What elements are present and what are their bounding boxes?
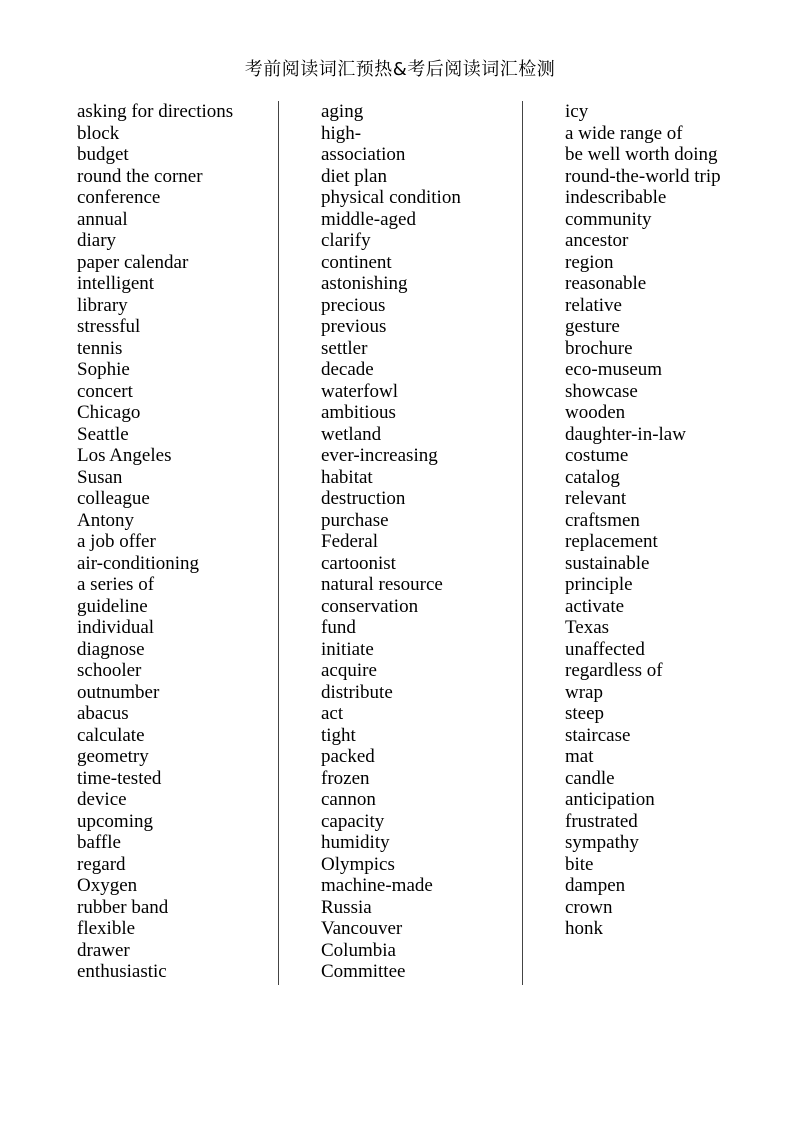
vocab-word: crown (565, 896, 613, 918)
vocab-word: conference (77, 187, 161, 208)
vocab-word: diet plan (321, 165, 387, 187)
vocab-word: schooler (77, 660, 142, 681)
vocab-word: round-the-world trip (565, 165, 721, 187)
vocab-word: dampen (565, 875, 626, 896)
vocab-word: high- (321, 122, 362, 144)
vocab-word: calculate (77, 724, 145, 746)
vocab-word: habitat (321, 466, 373, 488)
vocab-word: tight (321, 724, 356, 746)
vocab-word: Committee (321, 961, 406, 982)
vocab-word: asking for directions (77, 101, 234, 122)
vocab-word: distribute (321, 681, 393, 703)
vocab-word: replacement (565, 531, 658, 552)
vocab-word: guideline (77, 595, 148, 617)
vocab-word: frustrated (565, 810, 638, 832)
vocab-word: honk (565, 918, 603, 939)
vocab-word: be well worth doing (565, 144, 718, 165)
vocab-column-1 (77, 101, 267, 983)
vocab-word: decade (321, 359, 374, 380)
vocab-word: enthusiastic (77, 961, 167, 982)
vocab-word: continent (321, 251, 392, 273)
vocab-word: a series of (77, 574, 155, 595)
vocab-word: air-conditioning (77, 552, 200, 574)
vocab-column-2 (321, 101, 511, 983)
vocab-word: upcoming (77, 810, 153, 832)
vocab-word: unaffected (565, 638, 645, 660)
vocab-word: natural resource (321, 574, 443, 595)
vocab-word: initiate (321, 638, 374, 660)
vocab-word: wrap (565, 681, 603, 703)
vocab-word: diagnose (77, 638, 145, 660)
vocab-word: destruction (321, 488, 406, 509)
vocab-word: annual (77, 208, 128, 230)
vocab-word: concert (77, 380, 133, 402)
vocab-word: steep (565, 703, 605, 724)
vocab-word: physical condition (321, 187, 461, 208)
vocab-word: anticipation (565, 789, 655, 810)
vocab-word: cannon (321, 789, 376, 810)
vocab-word: association (321, 144, 406, 165)
vocab-word: diary (77, 230, 117, 251)
vocab-word: capacity (321, 810, 385, 832)
vocab-word: craftsmen (565, 509, 640, 531)
vocab-word: indescribable (565, 187, 667, 208)
vocab-word: daughter-in-law (565, 423, 686, 445)
vocab-word: Oxygen (77, 875, 138, 896)
vocab-word: sympathy (565, 832, 639, 853)
vocab-word: showcase (565, 380, 638, 402)
vocab-word: Los Angeles (77, 445, 172, 466)
vocab-word: Susan (77, 466, 123, 488)
vocab-word: packed (321, 746, 375, 767)
vocab-word: Antony (77, 509, 134, 531)
vocab-word: Olympics (321, 853, 395, 875)
vocab-word: flexible (77, 918, 136, 939)
vocab-word: individual (77, 617, 155, 638)
vocab-word: block (77, 122, 120, 144)
vocab-word: Columbia (321, 939, 396, 961)
vocab-word: library (77, 294, 128, 316)
column-divider-1 (278, 101, 279, 985)
vocab-word: Chicago (77, 402, 141, 423)
vocab-word: community (565, 208, 652, 230)
vocab-word: bite (565, 853, 594, 875)
vocab-word: sustainable (565, 552, 650, 574)
vocab-column-3 (565, 101, 765, 940)
vocab-word: rubber band (77, 896, 169, 918)
vocab-word: round the corner (77, 165, 203, 187)
vocab-word: Russia (321, 896, 372, 918)
vocab-word: device (77, 789, 127, 810)
vocab-word: acquire (321, 660, 377, 681)
vocab-word: precious (321, 294, 386, 316)
vocab-word: paper calendar (77, 251, 189, 273)
vocab-word: activate (565, 595, 625, 617)
vocab-word: eco-museum (565, 359, 663, 380)
vocab-word: reasonable (565, 273, 647, 294)
vocab-word: act (321, 703, 344, 724)
vocab-word: intelligent (77, 273, 155, 294)
vocab-word: humidity (321, 832, 390, 853)
page-title: 考前阅读词汇预热&考后阅读词汇检测 (244, 59, 556, 80)
vocab-word: costume (565, 445, 629, 466)
vocab-word: relevant (565, 488, 627, 509)
vocab-word: catalog (565, 466, 620, 488)
vocab-word: wetland (321, 423, 382, 445)
vocab-word: purchase (321, 509, 389, 531)
vocab-word: brochure (565, 337, 633, 359)
vocab-word: stressful (77, 316, 141, 337)
vocab-word: frozen (321, 767, 370, 789)
vocab-word: astonishing (321, 273, 408, 294)
vocab-word: geometry (77, 746, 149, 767)
vocab-word: middle-aged (321, 208, 416, 230)
vocab-word: Vancouver (321, 918, 403, 939)
vocab-word: icy (565, 101, 589, 122)
vocab-word: ancestor (565, 230, 629, 251)
vocab-word: colleague (77, 488, 150, 509)
vocab-word: aging (321, 101, 364, 122)
vocab-word: clarify (321, 230, 371, 251)
vocab-word: a job offer (77, 531, 156, 552)
vocab-word: cartoonist (321, 552, 396, 574)
vocab-word: fund (321, 617, 356, 638)
vocab-word: previous (321, 316, 387, 337)
vocab-word: baffle (77, 832, 121, 853)
vocab-word: gesture (565, 316, 620, 337)
vocab-word: relative (565, 294, 622, 316)
vocab-word: Texas (565, 617, 610, 638)
vocab-word: candle (565, 767, 615, 789)
vocab-word: region (565, 251, 614, 273)
vocab-word: Seattle (77, 423, 129, 445)
vocab-word: drawer (77, 939, 130, 961)
vocab-word: conservation (321, 595, 419, 617)
vocab-word: regardless of (565, 660, 663, 681)
vocab-word: abacus (77, 703, 129, 724)
vocab-word: outnumber (77, 681, 160, 703)
vocab-word: Federal (321, 531, 378, 552)
vocab-word: mat (565, 746, 594, 767)
vocab-word: wooden (565, 402, 626, 423)
vocab-word: machine-made (321, 875, 433, 896)
vocab-word: principle (565, 574, 633, 595)
vocab-word: budget (77, 144, 129, 165)
vocab-word: staircase (565, 724, 631, 746)
vocab-word: settler (321, 337, 368, 359)
vocab-word: ever-increasing (321, 445, 438, 466)
vocab-word: ambitious (321, 402, 396, 423)
vocab-word: a wide range of (565, 122, 683, 144)
vocab-word: tennis (77, 337, 123, 359)
vocab-word: time-tested (77, 767, 162, 789)
vocab-word: waterfowl (321, 380, 399, 402)
column-divider-2 (522, 101, 523, 985)
vocab-word: Sophie (77, 359, 130, 380)
vocab-word: regard (77, 853, 126, 875)
